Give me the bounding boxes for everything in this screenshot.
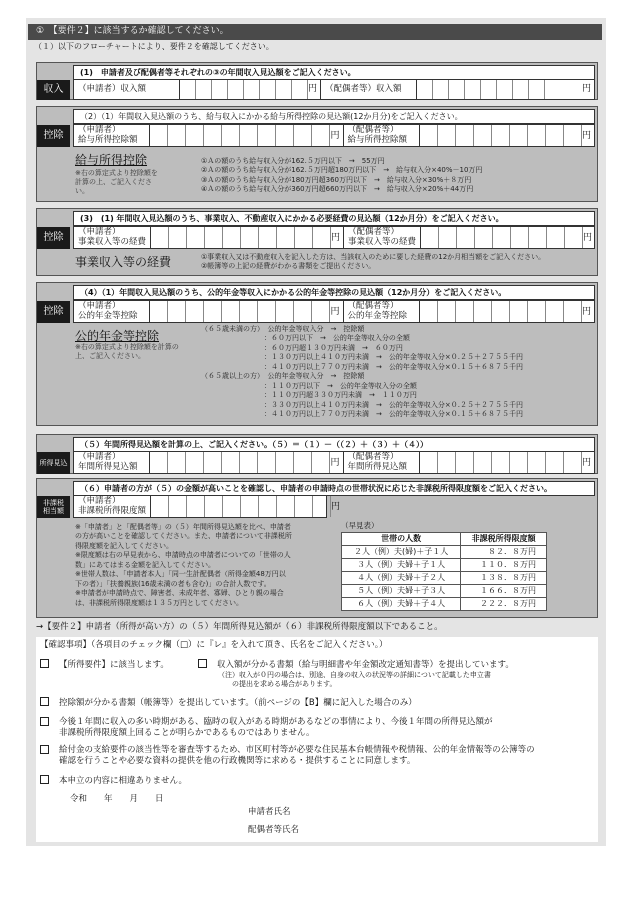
unit-yen: 円 bbox=[581, 457, 591, 468]
salary-deduction-formula: ①Ａの額のうち給与収入分が162.５万円以下 → 55万円 ②Ａの額のうち給与収入分が162.５万円超180万円以下 → 給与収入分×40%－10万円 ③Ａの額のうち給与収入分が180万円超360万円以下 → 給与収入分×30%＋８万円 ④Ａの額のうち給与収入分が360万円超660万円以下 → 給与収入分×20%＋44万円 bbox=[201, 157, 483, 194]
checkbox[interactable] bbox=[40, 745, 49, 754]
limit-amount: １３８．８万円 bbox=[461, 572, 547, 585]
confirm-item-label: 【所得要件】に該当します。 bbox=[59, 660, 169, 670]
confirm-item-deduction-document bbox=[40, 697, 417, 709]
table-header: 世帯の人数 bbox=[342, 533, 461, 546]
applicant-business-expense-label: （申請者） 事業収入等の経費 bbox=[74, 227, 151, 248]
spouse-pension-deduction-label: （配偶者等） 公的年金等控除 bbox=[344, 301, 420, 322]
confirm-item-label: 収入額が分かる書類（給与明細書や年金額改定通知書等）を提出しています。 bbox=[217, 660, 514, 670]
section-title: (1) 申請者及び配偶者等それぞれの③の年間収入見込額をご記入ください。 bbox=[73, 65, 595, 80]
section-title: （2）（1）年間収入見込額のうち、給与収入にかかる給与所得控除の見込額(12か月分)をご記入ください。 bbox=[73, 109, 595, 124]
confirm-item-consent bbox=[40, 745, 535, 768]
applicant-pension-deduction-field[interactable] bbox=[150, 301, 330, 322]
checkbox[interactable] bbox=[40, 717, 49, 726]
household-size: ３人（例）夫婦＋子１人 bbox=[342, 559, 461, 572]
household-size: ２人（例）夫(婦)＋子１人 bbox=[342, 546, 461, 559]
salary-deduction-info bbox=[73, 149, 595, 201]
limit-amount: ２２２．８万円 bbox=[461, 598, 547, 611]
spouse-annual-income-field[interactable] bbox=[420, 452, 582, 473]
table-row bbox=[342, 559, 547, 572]
business-expense-row bbox=[73, 226, 595, 249]
table-row bbox=[342, 546, 547, 559]
confirm-item-label: 給付金の支給要件の該当性等を審査等するため、市区町村等が必要な住民基本台帳情報や税情報、公的年金情報等の公簿等の 確認を行うことや必要な資料の提供を他の行政機関等に求める・提供することに同意します。 bbox=[59, 745, 535, 767]
section-title: （６）申請者の方が（５）の金額が高いことを確認し、申請者の申請時点の世帯状況に応じた非課税所得限度額をご記入ください。 bbox=[73, 481, 595, 496]
side-label-deduction: 控除 bbox=[37, 227, 70, 249]
section-annual-income bbox=[36, 434, 598, 474]
side-label-deduction: 控除 bbox=[37, 125, 70, 147]
tax-exempt-limit-row bbox=[73, 495, 341, 518]
household-size: ４人（例）夫婦＋子２人 bbox=[342, 572, 461, 585]
quick-reference-table bbox=[341, 532, 547, 611]
info-note: ※右の算定式より控除額を計算の 上、ご記入ください。 bbox=[75, 343, 179, 360]
section-title: （５）年間所得見込額を計算の上、ご記入ください。（５）＝（１）－（（２）＋（３）＋（４）） bbox=[73, 437, 595, 452]
household-size: ５人（例）夫婦＋子３人 bbox=[342, 585, 461, 598]
side-label-tax-exempt: 非課税 相当額 bbox=[37, 496, 70, 518]
side-label-income: 収入 bbox=[37, 80, 70, 100]
limit-amount: １１０．８万円 bbox=[461, 559, 547, 572]
applicant-salary-deduction-label: （申請者） 給与所得控除額 bbox=[74, 125, 150, 146]
table-row bbox=[342, 572, 547, 585]
confirm-item-truthfulness bbox=[40, 775, 187, 787]
confirm-item-income-document bbox=[198, 659, 514, 671]
spouse-salary-deduction-field[interactable] bbox=[420, 125, 582, 146]
requirement-subtitle: （１）以下のフローチャートにより、要件２を確認してください。 bbox=[34, 42, 274, 51]
unit-yen: 円 bbox=[330, 125, 343, 146]
confirm-item-income-requirement bbox=[40, 659, 169, 671]
unit-yen: 円 bbox=[331, 501, 341, 512]
business-expense-info bbox=[73, 251, 595, 275]
side-label-income-estimate: 所得見込 bbox=[37, 452, 70, 474]
checkbox[interactable] bbox=[40, 697, 49, 706]
section-income bbox=[36, 62, 598, 100]
applicant-income-label: （申請者）収入額 bbox=[74, 80, 180, 99]
spouse-annual-income-label: （配偶者等） 年間所得見込額 bbox=[344, 452, 420, 473]
income-document-note: （注）収入が０円の場合は、別途、自身の収入の状況等の詳細について記載した申立書 の提出を求める場合があります。 bbox=[218, 671, 491, 689]
confirmation-header: 【確認事項】（各項目のチェック欄（□）に『レ』を入れて頂き、氏名をご記入ください。） bbox=[40, 640, 388, 650]
applicant-pension-deduction-label: （申請者） 公的年金等控除 bbox=[74, 301, 150, 322]
checkbox[interactable] bbox=[40, 659, 49, 668]
spouse-income-field[interactable] bbox=[417, 80, 545, 99]
applicant-business-expense-field[interactable] bbox=[151, 227, 331, 248]
limit-amount: １６６．８万円 bbox=[461, 585, 547, 598]
requirement-header: ① 【要件２】に該当するか確認してください。 bbox=[28, 24, 602, 40]
spouse-name-label: 配偶者等氏名 bbox=[248, 825, 300, 835]
unit-yen: 円 bbox=[581, 306, 591, 317]
table-row bbox=[342, 598, 547, 611]
checkbox[interactable] bbox=[198, 659, 207, 668]
confirmation-block bbox=[36, 637, 598, 842]
confirm-item-label: 今後１年間に収入の多い時期がある、臨時の収入がある時期があるなどの事情により、今後１年間の所得見込額が 非課税所得限度額上回ることが明らかであるものではありません。 bbox=[59, 717, 493, 739]
unit-yen: 円 bbox=[581, 130, 591, 141]
applicant-tax-exempt-limit-label: （申請者） 非課税所得限度額 bbox=[74, 496, 151, 517]
applicant-annual-income-field[interactable] bbox=[150, 452, 330, 473]
tax-exempt-notes: ※「申請者」と「配偶者等」の（５）年間所得見込額を比べ、申請者 の方が高いことを確認してください。また、申請者について非課税所 得限度額を記入してください。 ※限度額は右の早見表から、申請時点の申請者についての「世帯の人 数」にあてはまる金額を記入してください。 ※世帯人数は、「申請者本人」「同一生計配偶者（所得金額48万円以 下の者）」「扶養親族(16歳未満の者も含む)」の合計人数です。 ※申請者が申請時点で、障害者、未成年者、寡婦、ひとり親の場合 は、非課税所得限度額は１３５万円としてください。 bbox=[75, 523, 292, 607]
spouse-pension-deduction-field[interactable] bbox=[420, 301, 582, 322]
unit-yen: 円 bbox=[583, 232, 593, 243]
limit-amount: ８２．８万円 bbox=[461, 546, 547, 559]
unit-yen: 円 bbox=[330, 452, 343, 473]
unit-yen: 円 bbox=[308, 80, 321, 99]
spouse-business-expense-label: （配偶者等） 事業収入等の経費 bbox=[344, 227, 421, 248]
applicant-salary-deduction-field[interactable] bbox=[150, 125, 330, 146]
confirm-item-label: 控除額が分かる書類（帳簿等）を提出しています。（前ページの【B】欄に記入した場合のみ） bbox=[59, 698, 417, 708]
applicant-name-label: 申請者氏名 bbox=[248, 807, 291, 817]
unit-yen: 円 bbox=[581, 83, 591, 94]
unit-yen: 円 bbox=[330, 301, 343, 322]
spouse-salary-deduction-label: （配偶者等） 給与所得控除額 bbox=[344, 125, 420, 146]
spouse-name-field[interactable] bbox=[316, 825, 566, 837]
info-title: 給与所得控除 bbox=[75, 153, 148, 167]
annual-income-row bbox=[73, 451, 595, 474]
side-label-deduction: 控除 bbox=[37, 301, 70, 323]
spouse-income-label: （配偶者等）収入額 bbox=[321, 80, 417, 99]
info-note: ※右の算定式より控除額を 計算の上、ご記入くださ い。 bbox=[75, 169, 158, 195]
table-header: 非課税所得限度額 bbox=[461, 533, 547, 546]
salary-deduction-row bbox=[73, 124, 595, 147]
section-title: (3) (1) 年間収入見込額のうち、事業収入、不動産収入にかかる必要経費の見込額（12か月分）をご記入ください。 bbox=[73, 211, 595, 226]
income-input-row bbox=[73, 79, 595, 100]
applicant-income-field[interactable] bbox=[180, 80, 308, 99]
table-row bbox=[342, 585, 547, 598]
section-tax-exempt-limit bbox=[36, 478, 598, 618]
section-business-expense bbox=[36, 208, 598, 276]
business-expense-note: ①事業収入又は不動産収入を記入した方は、当該収入のために要した経費の12か月相当額をご記入ください。 ②帳簿等の上記の経費がわかる書類をご提出ください。 bbox=[201, 253, 546, 271]
section-title: （4）（1）年間収入見込額のうち、公的年金等収入にかかる公的年金等控除の見込額（12か月分）をご記入ください。 bbox=[73, 285, 595, 300]
pension-deduction-formula: （６５歳未満の方） 公的年金等収入分 → 控除額 ：６０万円以下 → 公的年金等収入分の全額 ：６０万円超１３０万円未満 → ６０万円 ：１３０万円以上４１０万円未満 → 公的年金等収入分×０.２５＋２７５５千円 ：４１０万円以上７７０万円未満 → 公的年金等収入分×０.１５＋６８７５千円 （６５歳以上の方） 公的年金等収入分 → 控除額 ：１１０万円以下 → 公的年金等収入分の全額 ：１１０万円超３３０万円未満 → １１０万円 ：３３０万円以上４１０万円未満 → 公的年金等収入分×０.２５＋２７５５千円 ：４１０万円以上７７０万円未満 → 公的年金等収入分×０.１５＋６８７５千円 bbox=[201, 325, 523, 418]
quick-table-caption: （早見表） bbox=[341, 521, 379, 530]
unit-yen: 円 bbox=[331, 227, 344, 248]
spouse-business-expense-field[interactable] bbox=[421, 227, 583, 248]
confirm-item-income-outlook bbox=[40, 717, 493, 740]
info-title: 公的年金等控除 bbox=[75, 329, 160, 343]
info-title: 事業収入等の経費 bbox=[75, 255, 172, 269]
pension-deduction-row bbox=[73, 300, 595, 323]
section-pension-deduction bbox=[36, 282, 598, 426]
checkbox[interactable] bbox=[40, 775, 49, 784]
applicant-annual-income-label: （申請者） 年間所得見込額 bbox=[74, 452, 150, 473]
section-salary-deduction bbox=[36, 106, 598, 202]
household-size: ６人（例）夫婦＋子４人 bbox=[342, 598, 461, 611]
requirement-result-line: →【要件２】申請者（所得が高い方）の（５）年間所得見込額が（６）非課税所得限度額以下であること。 bbox=[36, 622, 443, 632]
date-line: 令和 年 月 日 bbox=[70, 794, 164, 804]
applicant-name-field[interactable] bbox=[306, 807, 566, 819]
confirm-item-label: 本申立の内容に相違ありません。 bbox=[59, 776, 188, 786]
applicant-tax-exempt-limit-field[interactable] bbox=[151, 496, 331, 517]
pension-deduction-info bbox=[73, 325, 595, 425]
